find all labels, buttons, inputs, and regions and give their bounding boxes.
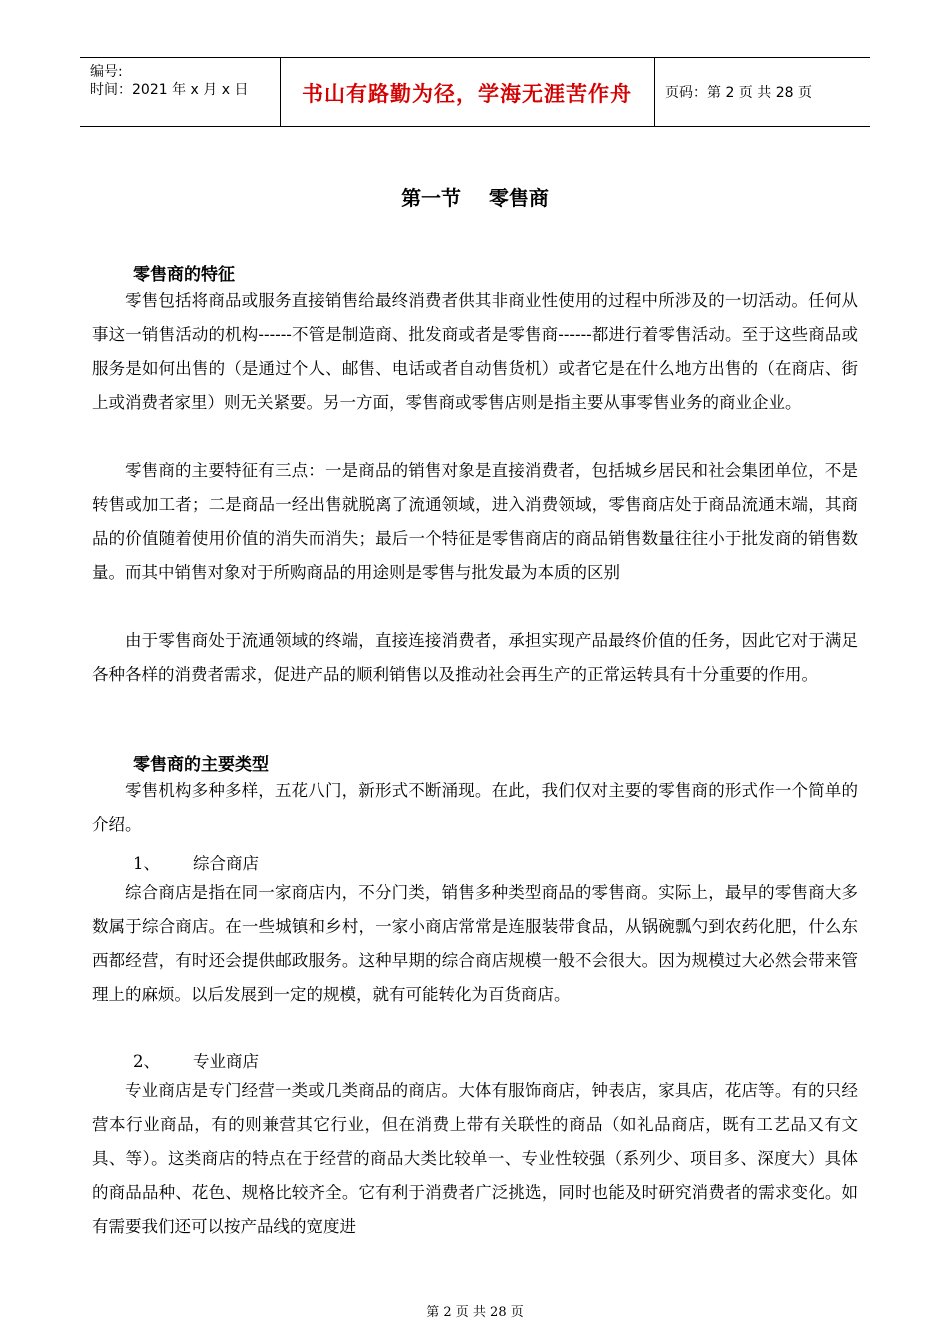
paragraph-specialty-store: 专业商店是专门经营一类或几类商品的商店。大体有服饰商店，钟表店，家具店，花店等。有的只经营本行业商品，有的则兼营其它行业，但在消费上带有关联性的商品（如礼品商店，既有工艺品又有文具、等）。这类商店的特点在于经营的商品大类比较单一、专业性较强（系列少、项目多、深度大）具体的商品品种、花色、规格比较齐全。它有利于消费者广泛挑选，同时也能及时研究消费者的需求变化。如有需要我们还可以按产品线的宽度进 xyxy=(92,1081,858,1236)
header-page-cell xyxy=(655,58,870,126)
heading-features: 零售商的特征 xyxy=(133,265,235,285)
serial-label: 编号: xyxy=(90,64,123,80)
motto-text: 书山有路勤为径，学海无涯苦作舟 xyxy=(302,82,632,106)
page-header xyxy=(80,57,870,127)
paragraph-general-store: 综合商店是指在同一家商店内，不分门类，销售多种类型商品的零售商。实际上，最早的零售商大多数属于综合商店。在一些城镇和乡村，一家小商店常常是连服装带食品，从锅碗瓢勺到农药化肥，什么东西都经营，有时还会提供邮政服务。这种早期的综合商店规模一般不会很大。因为规模过大必然会带来管理上的麻烦。以后发展到一定的规模，就有可能转化为百货商店。 xyxy=(92,883,858,1004)
heading-types: 零售商的主要类型 xyxy=(133,755,269,775)
page-info: 页码：第 2 页 共 28 页 xyxy=(665,85,812,101)
page-footer: 第 2 页 共 28 页 xyxy=(426,1305,524,1320)
item-number: 1、 xyxy=(133,854,160,873)
list-item-specialty-store xyxy=(133,1048,259,1072)
item-label: 综合商店 xyxy=(193,854,259,873)
paragraph-retail-role: 由于零售商处于流通领域的终端，直接连接消费者，承担实现产品最终价值的任务，因此它对于满足各种各样的消费者需求，促进产品的顺利销售以及推动社会再生产的正常运转具有十分重要的作用。 xyxy=(92,631,858,684)
paragraph-retail-features: 零售商的主要特征有三点：一是商品的销售对象是直接消费者，包括城乡居民和社会集团单位，不是转售或加工者；二是商品一经出售就脱离了流通领域，进入消费领域，零售商店处于商品流通末端，其商品的价值随着使用价值的消失而消失；最后一个特征是零售商店的商品销售数量往往小于批发商的销售数量。而其中销售对象对于所购商品的用途则是零售与批发最为本质的区别 xyxy=(92,461,858,582)
list-item-general-store xyxy=(133,850,259,874)
section-title: 第一节 零售商 xyxy=(401,186,549,210)
date-label: 时间：2021 年 x 月 x 日 xyxy=(90,82,249,98)
paragraph-types-intro: 零售机构多种多样，五花八门，新形式不断涌现。在此，我们仅对主要的零售商的形式作一个简单的介绍。 xyxy=(92,781,858,834)
header-motto-cell xyxy=(280,58,655,126)
paragraph-retail-definition: 零售包括将商品或服务直接销售给最终消费者供其非商业性使用的过程中所涉及的一切活动。任何从事这一销售活动的机构------不管是制造商、批发商或者是零售商------都进行着零售活动。至于这些商品或服务是如何出售的（是通过个人、邮售、电话或者自动售货机）或者它是在什么地方出售的（在商店、街上或消费者家里）则无关紧要。另一方面，零售商或零售店则是指主要从事零售业务的商业企业。 xyxy=(92,291,858,412)
header-meta-cell xyxy=(80,58,281,126)
item-number: 2、 xyxy=(133,1052,160,1071)
item-label: 专业商店 xyxy=(193,1052,259,1071)
